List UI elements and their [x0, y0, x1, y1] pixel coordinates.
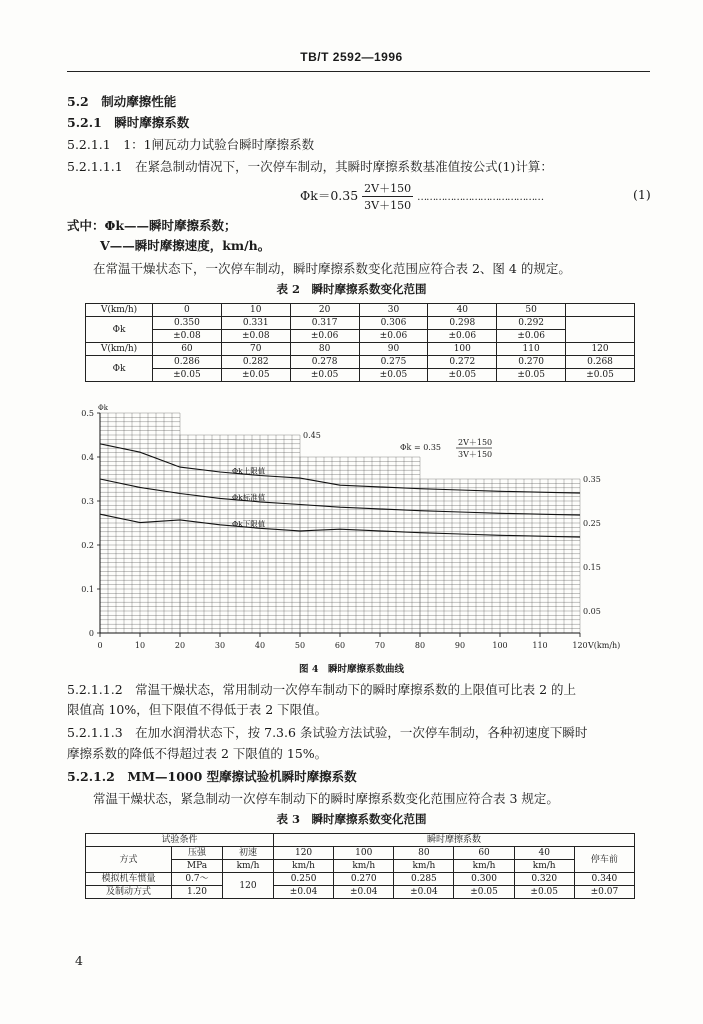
table-cell: 0.268 [566, 356, 635, 369]
y-axis-label: Φk [98, 404, 108, 412]
step-value-label: 0.25 [583, 519, 601, 528]
table-cell: 120 [566, 343, 635, 356]
table-cell: ±0.05 [514, 886, 574, 899]
formula-1 [300, 180, 543, 213]
section-5-2-1: 5.2.1 瞬时摩擦系数 [67, 115, 190, 130]
table2-row-phi1-tol [86, 330, 635, 343]
table-cell: 0.286 [153, 356, 222, 369]
table-cell: 1.20 [172, 886, 223, 899]
header-rule [67, 71, 650, 72]
x-tick-label: 60 [334, 641, 346, 650]
formula-numerator: 2V＋150 [364, 182, 412, 195]
table3-header-row1 [86, 847, 635, 860]
table-cell: 100 [334, 847, 394, 860]
x-tick-label: 10 [134, 641, 146, 650]
table-cell: km/h [274, 860, 334, 873]
table-cell: 110 [497, 343, 566, 356]
table-cell: 0.331 [221, 317, 290, 330]
table-cell: ±0.05 [153, 369, 222, 382]
table-cell: 120 [274, 847, 334, 860]
x-tick-label: 20 [174, 641, 186, 650]
table2-row-v1 [86, 304, 635, 317]
section-5-2-1-2: 5.2.1.2 MM—1000 型摩擦试验机瞬时摩擦系数 [67, 769, 357, 784]
table-cell: ±0.04 [394, 886, 454, 899]
section-5-2-1-1-2-line1: 5.2.1.1.2 常温干燥状态，常用制动一次停车制动下的瞬时摩擦系数的上限值可比表 2 的上 [67, 682, 577, 697]
table-cell: 试验条件 [86, 834, 274, 847]
step-value-label: 0.05 [583, 607, 601, 616]
table3-data-row1 [86, 873, 635, 886]
table-cell: ±0.05 [359, 369, 428, 382]
table2-row-phi1 [86, 317, 635, 330]
section-5-2-1-1: 5.2.1.1 1：1闸瓦动力试验台瞬时摩擦系数 [67, 137, 315, 152]
table-cell: ±0.06 [359, 330, 428, 343]
table-cell: ±0.05 [497, 369, 566, 382]
chart-formula-denominator: 3V＋150 [458, 450, 493, 459]
table-cell: ±0.05 [566, 369, 635, 382]
x-tick-label: 40 [254, 641, 266, 650]
curve-label: Φk标准值 [232, 492, 266, 502]
table-cell: ±0.04 [274, 886, 334, 899]
table-cell: 40 [514, 847, 574, 860]
table-cell: 0.272 [428, 356, 497, 369]
table2-row-phi2-tol [86, 369, 635, 382]
formula-lhs: Φk＝0.35 [300, 188, 359, 203]
x-tick-label: 80 [414, 641, 426, 650]
table-cell: 0.350 [153, 317, 222, 330]
table-cell: 0.270 [497, 356, 566, 369]
y-tick-label: 0.3 [81, 497, 94, 506]
where-line-2: V——瞬时摩擦速度，km/h。 [100, 238, 271, 253]
table-cell: ±0.07 [574, 886, 634, 899]
paragraph-1: 在常温干燥状态下，一次停车制动，瞬时摩擦系数变化范围应符合表 2、图 4 的规定。 [93, 261, 571, 276]
table-cell: ±0.08 [221, 330, 290, 343]
table-cell: ±0.05 [290, 369, 359, 382]
table-cell: 0.285 [394, 873, 454, 886]
table-cell: 90 [359, 343, 428, 356]
table-cell: 0.250 [274, 873, 334, 886]
table-cell: MPa [172, 860, 223, 873]
table-cell: 30 [359, 304, 428, 317]
table-cell: 50 [497, 304, 566, 317]
table-cell: 10 [221, 304, 290, 317]
table-cell [566, 304, 635, 317]
table2-row-v2 [86, 343, 635, 356]
chart-axes [97, 413, 580, 637]
table-cell: 80 [290, 343, 359, 356]
table-cell: ±0.08 [153, 330, 222, 343]
table-cell: 0.292 [497, 317, 566, 330]
table-cell: 方式 [86, 847, 172, 873]
table-cell: 0.275 [359, 356, 428, 369]
x-tick-label: 100 [492, 641, 508, 650]
table-cell: ±0.06 [290, 330, 359, 343]
table-cell: km/h [514, 860, 574, 873]
table-cell: V(km/h) [86, 343, 153, 356]
table-cell: Φk [86, 317, 153, 343]
section-5-2-1-1-1: 5.2.1.1.1 在紧急制动情况下，一次停车制动，其瞬时摩擦系数基准值按公式(1)计算： [67, 159, 553, 174]
step-value-label: 0.45 [303, 431, 321, 440]
table-cell: 0.278 [290, 356, 359, 369]
paragraph-2: 常温干燥状态，紧急制动一次停车制动下的瞬时摩擦系数变化范围应符合表 3 规定。 [93, 791, 559, 806]
table-cell: 模拟机车惯量 [86, 873, 172, 886]
x-tick-label: 110 [532, 641, 548, 650]
table-cell: 0.306 [359, 317, 428, 330]
table3 [85, 833, 635, 899]
table-cell: 80 [394, 847, 454, 860]
table-cell: 0.300 [454, 873, 514, 886]
y-tick-label: 0.4 [81, 453, 94, 462]
table-cell: km/h [454, 860, 514, 873]
section-5-2-1-1-2-line2: 限值高 10%，但下限值不得低于表 2 下限值。 [67, 702, 328, 717]
formula-number: (1) [633, 187, 651, 202]
table-cell: 0.298 [428, 317, 497, 330]
table-cell: km/h [334, 860, 394, 873]
section-5-2-1-1-3-line1: 5.2.1.1.3 在加水润滑状态下，按 7.3.6 条试验方法试验，一次停车制动，各种初速度下瞬时 [67, 725, 588, 740]
table-cell: 0.282 [221, 356, 290, 369]
formula-dots: …………………………………… [417, 192, 544, 203]
table-cell: 停车前 [574, 847, 634, 873]
table-cell: 20 [290, 304, 359, 317]
table-cell [566, 317, 635, 343]
chart-formula-numerator: 2V＋150 [458, 438, 493, 447]
figure4-chart [60, 398, 660, 660]
step-value-label: 0.35 [583, 475, 601, 484]
x-axis-label: V(km/h) [588, 641, 621, 650]
table-cell: Φk [86, 356, 153, 382]
step-value-label: 0.15 [583, 563, 601, 572]
chart-grid [100, 413, 580, 633]
page-number: 4 [75, 953, 83, 968]
table3-data-row2 [86, 886, 635, 899]
table-cell: ±0.05 [454, 886, 514, 899]
table-cell: ±0.06 [428, 330, 497, 343]
table2 [85, 303, 635, 382]
table-cell: 初速 [223, 847, 274, 860]
table-cell: ±0.05 [221, 369, 290, 382]
where-line-1: 式中：Φk——瞬时摩擦系数； [67, 218, 237, 233]
table-cell: km/h [394, 860, 454, 873]
curve-label: Φk上限值 [232, 466, 266, 476]
x-tick-label: 50 [294, 641, 306, 650]
section-5-2-1-1-3-line2: 摩擦系数的降低不得超过表 2 下限值的 15%。 [67, 746, 328, 761]
table3-caption: 表 3 瞬时摩擦系数变化范围 [276, 812, 427, 826]
table-cell: 60 [454, 847, 514, 860]
table-cell: ±0.06 [497, 330, 566, 343]
chart-formula-prefix: Φk = 0.35 [400, 443, 442, 452]
table-cell: 压强 [172, 847, 223, 860]
formula-denominator: 3V＋150 [364, 199, 412, 212]
table-cell: V(km/h) [86, 304, 153, 317]
table-cell: 0.340 [574, 873, 634, 886]
section-5-2: 5.2 制动摩擦性能 [67, 94, 177, 109]
x-tick-label: 70 [374, 641, 386, 650]
table-cell: 瞬时摩擦系数 [274, 834, 635, 847]
table-cell: ±0.04 [334, 886, 394, 899]
table2-row-phi2 [86, 356, 635, 369]
table-cell: 70 [221, 343, 290, 356]
table-cell: 0.320 [514, 873, 574, 886]
y-tick-label: 0.5 [81, 409, 94, 418]
figure4-caption: 图 4 瞬时摩擦系数曲线 [299, 664, 404, 675]
table-cell: ±0.05 [428, 369, 497, 382]
y-tick-label: 0.1 [81, 585, 94, 594]
x-tick-label: 30 [214, 641, 226, 650]
table2-caption: 表 2 瞬时摩擦系数变化范围 [276, 282, 427, 296]
table-cell: 100 [428, 343, 497, 356]
x-tick-label: 0 [97, 641, 103, 650]
table-cell: 40 [428, 304, 497, 317]
chart-labels [81, 404, 620, 650]
table-cell: km/h [223, 860, 274, 873]
table-cell: 120 [223, 873, 274, 899]
curve-label: Φk下限值 [232, 519, 266, 529]
x-tick-label: 90 [454, 641, 466, 650]
y-tick-label: 0 [88, 629, 94, 638]
x-tick-label: 120 [572, 641, 588, 650]
doc-header: TB/T 2592—1996 [300, 50, 403, 64]
formula-fraction [362, 180, 413, 213]
table-cell: 60 [153, 343, 222, 356]
table-cell: 0 [153, 304, 222, 317]
table-cell: 及制动方式 [86, 886, 172, 899]
table-cell: 0.7～ [172, 873, 223, 886]
y-tick-label: 0.2 [81, 541, 94, 550]
table-cell: 0.317 [290, 317, 359, 330]
table-cell: 0.270 [334, 873, 394, 886]
table3-group-row [86, 834, 635, 847]
